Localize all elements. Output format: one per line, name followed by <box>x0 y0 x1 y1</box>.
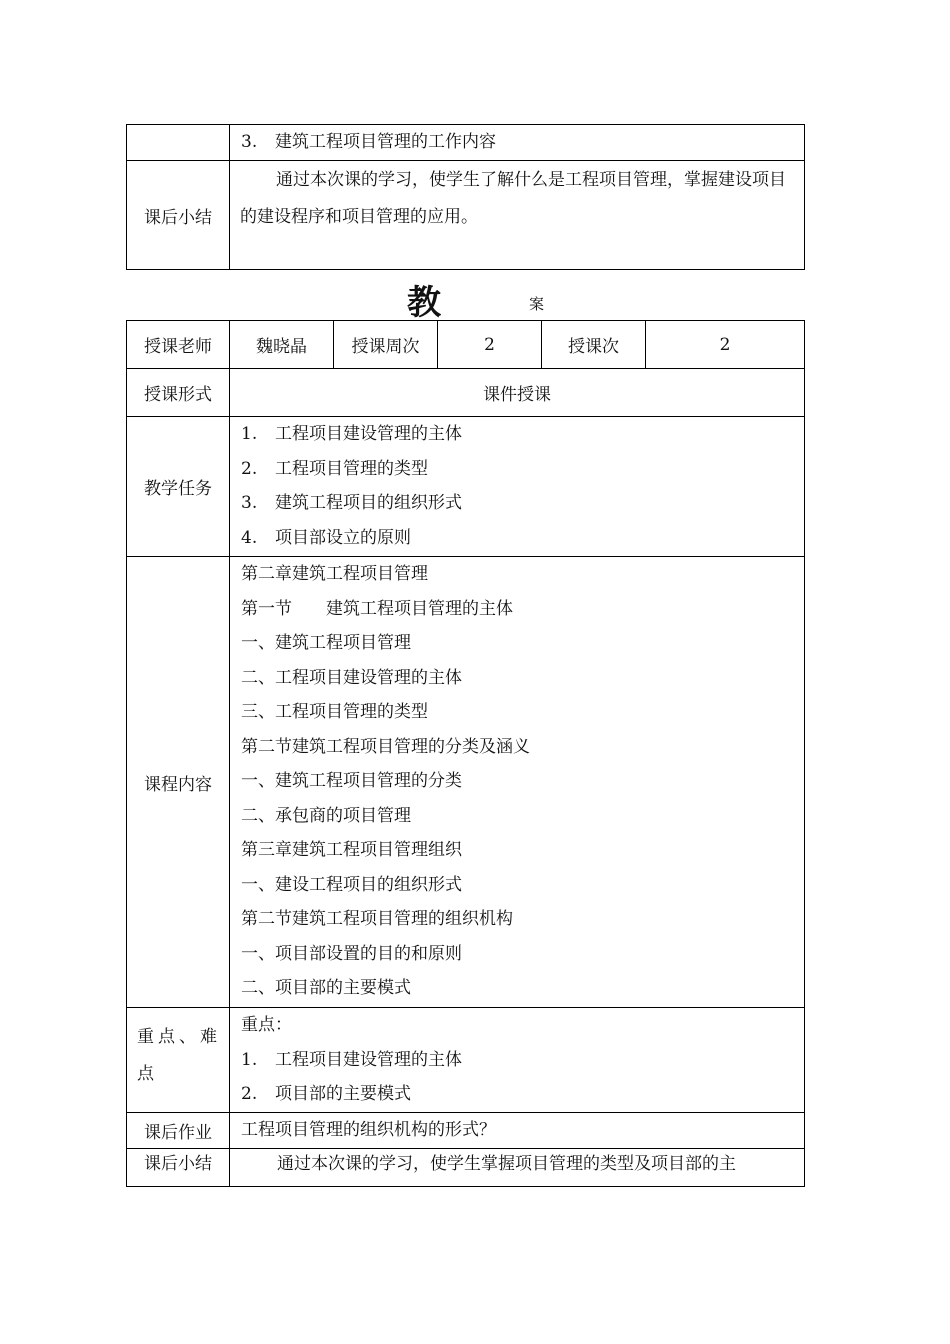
week-label: 授课周次 <box>334 321 438 369</box>
session-label: 授课次 <box>542 321 646 369</box>
content-line: 一、建筑工程项目管理的分类 <box>241 771 462 791</box>
form-value: 课件授课 <box>230 369 805 417</box>
content-line: 一、项目部设置的目的和原则 <box>241 943 462 964</box>
summary-label: 课后小结 <box>127 1148 230 1186</box>
content-line: 第二节建筑工程项目管理的分类及涵义 <box>241 736 530 757</box>
content-line: 一、建设工程项目的组织形式 <box>241 874 462 895</box>
content-item: 3. 建筑工程项目管理的工作内容 <box>241 132 496 152</box>
previous-lesson-table <box>126 124 805 270</box>
key-points <box>230 1008 805 1113</box>
content-label: 课程内容 <box>127 557 230 1008</box>
task-item: 4. 项目部设立的原则 <box>241 527 411 548</box>
content-line: 二、工程项目建设管理的主体 <box>241 667 462 688</box>
content-line: 第二节建筑工程项目管理的组织机构 <box>241 909 513 929</box>
task-item: 3. 建筑工程项目的组织形式 <box>241 493 462 513</box>
task-item: 1. 工程项目建设管理的主体 <box>241 424 462 444</box>
homework-text: 工程项目管理的组织机构的形式？ <box>241 1120 496 1140</box>
week-value: 2 <box>438 321 542 369</box>
title-small-char: 案 <box>529 295 545 313</box>
summary-text: 通过本次课的学习，使学生了解什么是工程项目管理，掌握建设项目的建设程序和项目管理的应用。 <box>240 170 786 227</box>
key-heading: 重点： <box>241 1015 292 1035</box>
content-list <box>230 557 805 1008</box>
content-line: 一、建筑工程项目管理 <box>241 633 411 653</box>
tasks-label: 教学任务 <box>127 417 230 557</box>
session-value: 2 <box>646 321 805 369</box>
content-line: 二、项目部的主要模式 <box>241 978 411 998</box>
lesson-plan-table <box>126 320 805 1187</box>
form-label: 授课形式 <box>127 369 230 417</box>
homework-label: 课后作业 <box>127 1113 230 1149</box>
tasks-list <box>230 417 805 557</box>
content-line: 三、工程项目管理的类型 <box>241 702 428 722</box>
key-point-item: 2. 项目部的主要模式 <box>241 1084 411 1104</box>
content-line: 第二章建筑工程项目管理 <box>241 564 428 584</box>
key-point-item: 1. 工程项目建设管理的主体 <box>241 1049 462 1070</box>
teacher-name: 魏晓晶 <box>230 321 334 369</box>
summary-label: 课后小结 <box>127 161 230 270</box>
content-line: 二、承包商的项目管理 <box>241 805 411 826</box>
summary-text: 通过本次课的学习，使学生掌握项目管理的类型及项目部的主 <box>277 1153 736 1174</box>
key-points-label: 重点、难 点 <box>127 1008 230 1113</box>
task-item: 2. 工程项目管理的类型 <box>241 458 428 479</box>
teacher-label: 授课老师 <box>127 321 230 369</box>
content-line: 第三章建筑工程项目管理组织 <box>241 840 462 860</box>
content-line: 第一节 建筑工程项目管理的主体 <box>241 598 513 619</box>
empty-label-cell <box>127 125 230 161</box>
title-big-char: 教 <box>407 283 441 323</box>
lesson-plan-title <box>0 275 950 323</box>
